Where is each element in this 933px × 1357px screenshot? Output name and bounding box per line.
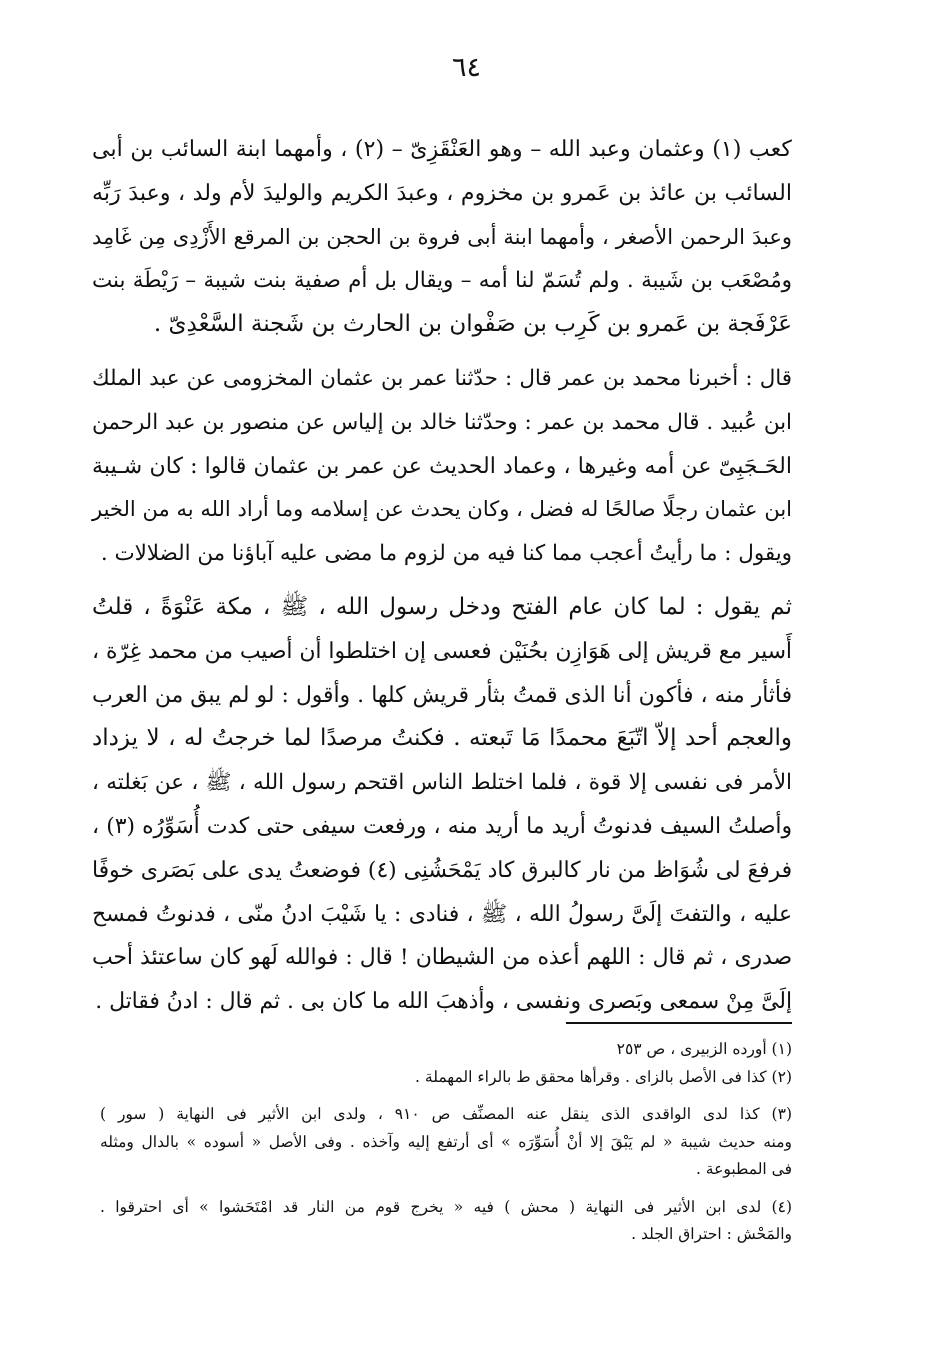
footnote-line: (٣) كذا لدى الواقدى الذى ينقل عنه المصنِّف ص ٩١٠ ، ولدى ابن الأثير فى النهاية ( سور ) [100,1105,792,1123]
text-line: ومُصْعَب بن شَيبة . ولم تُسَمّ لنا أمه – ويقال بل أم صفية بنت شيبة – رَيْطَة بنت [92,268,792,294]
text-line: وعبدَ الرحمن الأصغر ، وأمهما ابنة أبى فروة بن الحجن بن المرقع الأَزْدِى مِن غَامِد [92,224,792,249]
text-line: ابن عُبيد . قال محمد بن عمر : وحدّثنا خالد بن إلياس عن منصور بن عبد الرحمن [92,409,792,435]
text-line: قال : أخبرنا محمد بن عمر قال : حدّثنا عمر بن عثمان المخزومى عن عبد الملك [92,365,792,391]
footnote-line: ومنه حديث شيبة « لم يَبْقَ إلا أنْ أُسَوِّرَه » أى أرتفع إليه وآخذه . وفى الأصل « أسوده » بالدال ومثله [100,1132,792,1151]
text-line: كعب (١) وعثمان وعبد الله – وهو العَنْقَزِىّ – (٢) ، وأمهما ابنة السائب بن أبى [92,136,792,162]
text-line: الحَـجَبِىّ عن أمه وغيرها ، وعماد الحديث عن عمر بن عثمان قالوا : كان شـيبة [92,452,792,479]
footnote-divider [566,1022,792,1024]
footnotes [100,1036,792,1249]
text-line: فأثأر منه ، فأكون أنا الذى قمتُ بثأر قريش كلها . وأقول : لو لم يبق من العرب [92,682,792,708]
text-line: صدرى ، ثم قال : اللهم أعذه من الشيطان ! قال : فوالله لَهو كان ساعتئذ أحب [92,945,792,971]
paragraph-2 [92,357,792,576]
text-line: إلَىَّ مِنْ سمعى وبَصرى ونفسى ، وأذهبَ الله ما كان بى . ثم قال : ادنُ فقاتل . [95,989,792,1015]
page-number: ٦٤ [451,52,481,83]
text-line: الأمر فى نفسى إلا قوة ، فلما اختلط الناس اقتحم رسول الله ، ﷺ ، عن بَغلته ، [92,770,792,796]
paragraph-1 [92,128,792,347]
paragraph-3 [92,586,792,1024]
footnote-line: (٢) كذا فى الأصل بالزاى . وقرأها محقق ط بالراء المهملة . [415,1067,792,1086]
text-line: ابن عثمان رجلًا صالحًا له فضل ، وكان يحدث عن إسلامه وما أراد الله به من الخير [92,497,792,522]
text-line: ويقول : ما رأيتُ أعجب مما كنا فيه من لزوم ما مضى عليه آباؤنا من الضلالات . [100,541,792,567]
footnote-line: (١) أورده الزبيرى ، ص ٢٥٣ [616,1040,792,1058]
footnote-line: فى المطبوعة . [695,1160,792,1178]
text-line: عَرْفَجة بن عَمرو بن كَرِب بن صَفْوان بن الحارث بن شَجنة السَّعْدِىّ . [153,311,792,338]
text-line: فرفعَ لى شُوَاظ من نار كالبرق كاد يَمْحَشُنِى (٤) فوضعتُ يدى على بَصَرى خوفًا [92,857,793,883]
footnote-3 [100,1101,792,1184]
footnote-line: (٤) لدى ابن الأثير فى النهاية ( محش ) فيه « يخرج قوم من النار قد امْتَحَشوا » أى احترقوا . [100,1197,792,1216]
footnote-1 [100,1036,792,1064]
text-line: عليه ، والتفتَ إلَىَّ رسولُ الله ، ﷺ ، فنادى : يا شَيْبَ ادنُ منّى ، فدنوتُ فمسح [92,901,792,927]
text-line: السائب بن عائذ بن عَمرو بن مخزوم ، وعبدَ الكريم والوليدَ لأم ولد ، وعبدَ رَبِّه [92,179,792,206]
footnote-4 [100,1194,792,1249]
body-text [92,128,792,1024]
text-line: والعجم أحد إلاّ اتّبَعَ محمدًا مَا تَبعته . فكنتُ مرصدًا لما خرجتُ له ، لا يزداد [92,725,792,752]
text-line: أَسير مع قريش إلى هَوَازِن بحُنَيْن فعسى إن اختلطوا أن أصيب من محمد غِرّة ، [92,638,792,664]
text-line: ثم يقول : لما كان عام الفتح ودخل رسول الله ، ﷺ ، مكة عَنْوَةً ، قلتُ [92,593,792,620]
footnote-2 [100,1064,792,1092]
footnote-line: والمَحْش : احتراق الجلد . [631,1225,792,1243]
text-line: وأصلتُ السيف فدنوتُ أريد ما أريد منه ، ورفعت سيفى حتى كدت أُسَوِّرُه (٣) ، [92,813,792,839]
